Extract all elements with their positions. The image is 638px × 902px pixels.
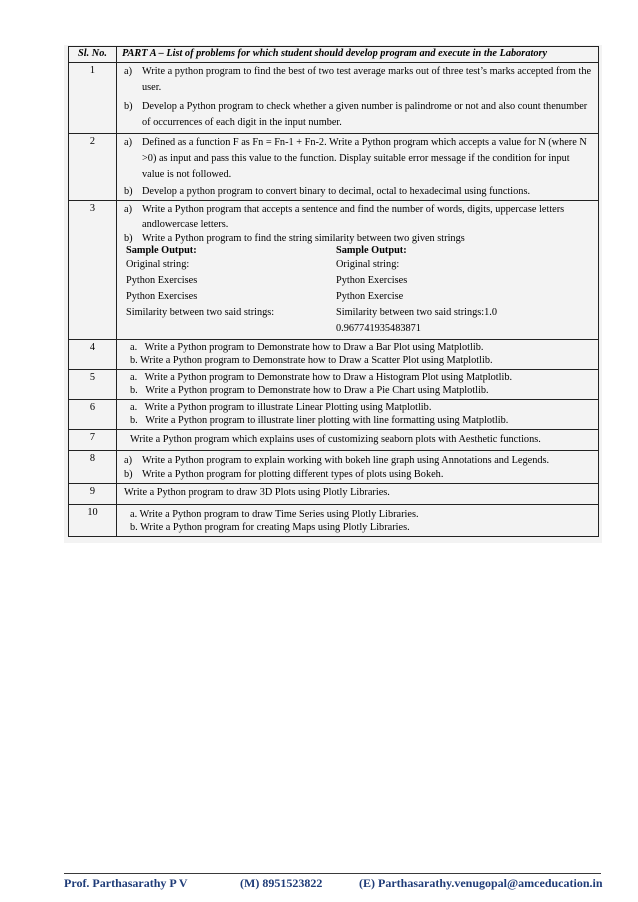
header-title: PART A – List of problems for which student should develop program and execute in the Laboratory [117,47,599,63]
footer-email-link[interactable]: (E) Parthasarathy.venugopal@amceducation.in [359,876,603,890]
item-label: a) [124,137,132,148]
item-label: b) [124,101,133,112]
item-label: b) [124,186,133,197]
row-number: 7 [69,430,117,451]
list-item: a. Write a Python program to Demonstrate how to Draw a Histogram Plot using Matplotlib. [130,372,513,383]
list-item: b. Write a Python program to illustrate liner plotting with line formatting using Matplotlib. [130,415,509,426]
row-content [117,484,599,505]
sample-line: Original string: [336,259,400,270]
sample-line: Python Exercises [126,275,198,286]
list-item: a. Write a Python program to Demonstrate how to Draw a Bar Plot using Matplotlib. [130,342,484,353]
row-number: 4 [69,340,117,370]
footer-author-name: Prof. Parthasarathy P V [64,876,188,890]
list-item: b. Write a Python program to Demonstrate how to Draw a Pie Chart using Matplotlib. [130,385,489,396]
item-label: a) [124,204,132,215]
list-item [122,64,594,96]
list-item [122,468,594,481]
header-sl-no: Sl. No. [69,47,117,63]
row-content [117,451,599,484]
row-content [117,400,599,430]
item-text: Defined as a function F as Fn = Fn-1 + Fn-2. Write a Python program which accepts a value for N (where N >0) as input and pass this value to the function. Display suitable error message if the condition for input value is not followed. [142,137,587,180]
list-item: Write a Python program to draw 3D Plots using Plotly Libraries. [124,487,390,498]
item-label: b) [124,469,133,480]
list-item [122,202,594,232]
program-list-table [68,46,599,537]
row-content [117,340,599,370]
footer-phone: (M) 8951523822 [240,876,323,890]
table-row [69,340,599,370]
row-content [117,430,599,451]
sample-output-right [336,244,594,337]
sample-output-block [122,244,594,337]
row-content [117,201,599,340]
list-item: a. Write a Python program to illustrate Linear Plotting using Matplotlib. [130,402,432,413]
sample-line: Python Exercise [336,291,404,302]
sample-line: Original string: [126,259,190,270]
row-number: 5 [69,370,117,400]
item-label: b) [124,233,133,244]
sample-line: Python Exercises [126,291,198,302]
table-row [69,201,599,340]
sample-line: Similarity between two said strings:1.0 [336,307,498,318]
list-item: Write a Python program which explains uses of customizing seaborn plots with Aesthetic functions. [130,434,541,445]
sample-output-left [122,244,336,337]
row-number: 1 [69,63,117,134]
row-number: 2 [69,134,117,201]
table-row [69,451,599,484]
footer-divider [64,873,601,874]
item-label: a) [124,455,132,466]
list-item: a. Write a Python program to draw Time Series using Plotly Libraries. [130,509,419,520]
sample-output-heading: Sample Output: [336,245,407,256]
row-content [117,370,599,400]
list-item: b. Write a Python program to Demonstrate how to Draw a Scatter Plot using Matplotlib. [130,355,493,366]
row-number: 6 [69,400,117,430]
sample-output-heading: Sample Output: [126,245,197,256]
item-text: Develop a python program to convert binary to decimal, octal to hexadecimal using functions. [142,186,531,197]
item-text: Write a python program to find the best of two test average marks out of three test’s marks accepted from the user. [142,66,592,93]
table-row [69,400,599,430]
sample-line: Python Exercises [336,275,408,286]
item-text: Write a Python program that accepts a sentence and find the number of words, digits, uppercase letters andlowercase letters. [142,204,565,230]
sample-line: 0.967741935483871 [336,323,421,334]
table-header-row [69,47,599,63]
item-text: Write a Python program to explain working with bokeh line graph using Annotations and Legends. [142,455,550,466]
table-row [69,134,599,201]
list-item [122,99,594,131]
row-number: 8 [69,451,117,484]
table-row [69,63,599,134]
table-row [69,484,599,505]
row-content [117,505,599,537]
row-number: 3 [69,201,117,340]
row-content [117,134,599,201]
row-number: 10 [69,505,117,537]
list-item [122,135,594,183]
list-item: b. Write a Python program for creating Maps using Plotly Libraries. [130,522,410,533]
table-row [69,505,599,537]
item-text: Write a Python program to find the string similarity between two given strings [142,233,465,244]
list-item [122,454,594,467]
item-label: a) [124,66,132,77]
row-number: 9 [69,484,117,505]
table-row [69,430,599,451]
row-content [117,63,599,134]
item-text: Write a Python program for plotting different types of plots using Bokeh. [142,469,444,480]
list-item [122,185,594,198]
sample-line: Similarity between two said strings: [126,307,275,318]
item-text: Develop a Python program to check whether a given number is palindrome or not and also count thenumber of occurrences of each digit in the input number. [142,101,588,128]
table-row [69,370,599,400]
